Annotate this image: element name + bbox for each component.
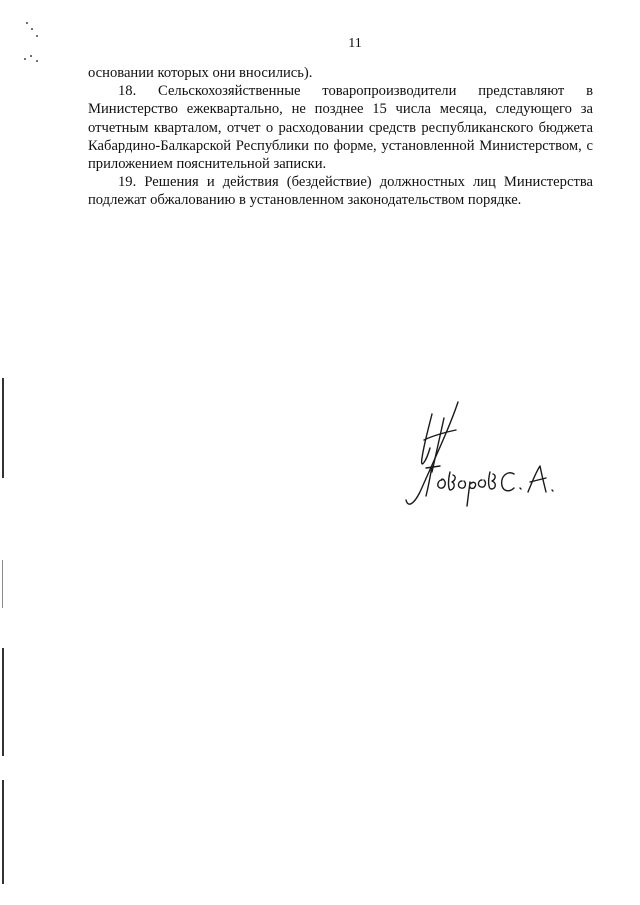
document-body <box>88 64 593 210</box>
scan-edge-mark <box>2 648 4 756</box>
scan-artifact-dot <box>36 35 38 37</box>
scan-edge-mark <box>2 378 4 478</box>
signature-drawing <box>370 396 570 516</box>
page-number: 11 <box>348 36 362 51</box>
handwritten-signature <box>370 396 570 516</box>
scan-artifact-dot <box>30 55 32 57</box>
scan-artifact-dot <box>36 60 38 62</box>
scan-artifact-dot <box>24 58 26 60</box>
scan-artifact-dot <box>26 22 28 24</box>
scan-edge-mark <box>2 560 3 608</box>
paragraph-19: 19. Решения и действия (бездействие) должностных лиц Министерства подлежат обжалованию в установленном законодательством порядке. <box>88 174 593 209</box>
scan-edge-mark <box>2 780 4 884</box>
paragraph-continuation: основании которых они вносились). <box>88 65 313 81</box>
paragraph-18: 18. Сельскохозяйственные товаропроизводители представляют в Министерство ежеквартально, не позднее 15 числа месяца, следующего за отчетным кварталом, отчет о расходовании средств республиканского бюджета Кабардино-Балкарской Республики по форме, установленной Министерством, с приложением пояснительной записки. <box>88 83 593 173</box>
scan-artifact-dot <box>31 28 33 30</box>
